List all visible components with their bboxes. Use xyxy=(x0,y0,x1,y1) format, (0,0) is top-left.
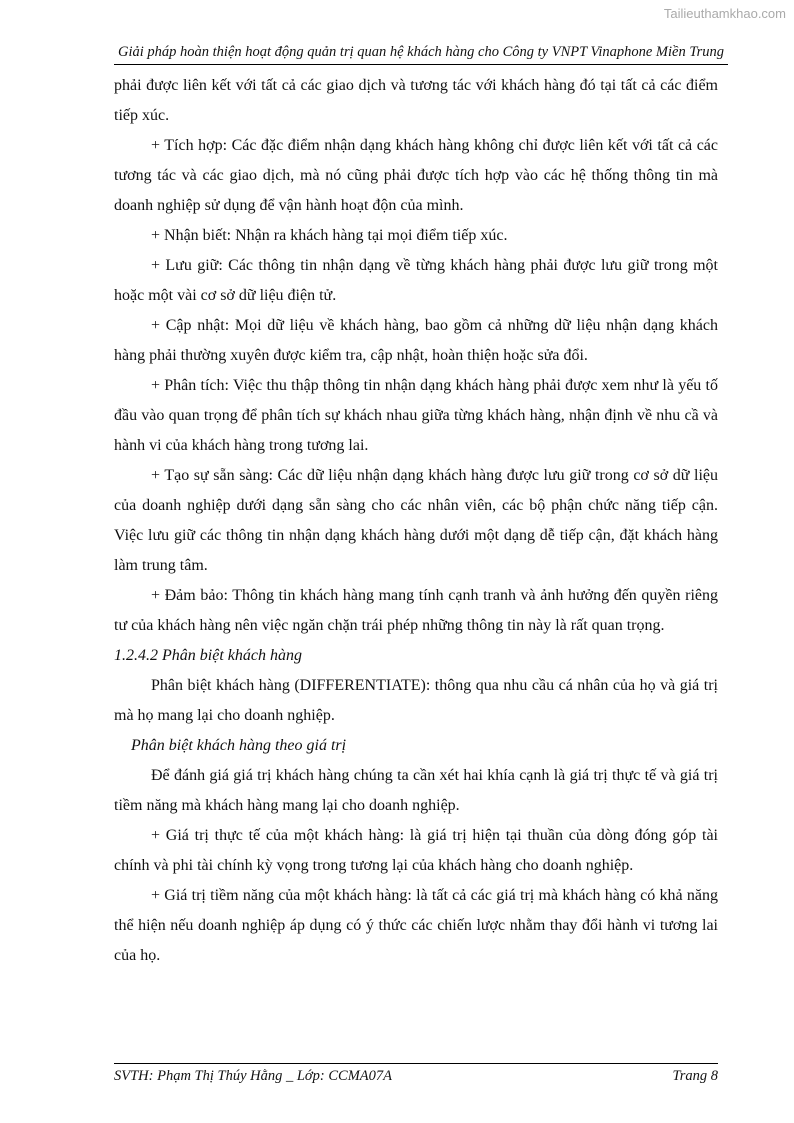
paragraph: + Giá trị thực tế của một khách hàng: là giá trị hiện tại thuần của dòng đóng góp tài chính và phi tài chính kỳ vọng trong tương lại của khách hàng cho doanh nghiệp. xyxy=(114,827,718,874)
page-number: Trang 8 xyxy=(672,1068,718,1084)
paragraph: + Tạo sự sẵn sàng: Các dữ liệu nhận dạng khách hàng được lưu giữ trong cơ sở dữ liệu của doanh nghiệp dưới dạng sẵn sàng cho các nhân viên, các bộ phận chức năng tiếp cận. Việc lưu giữ các thông tin nhận dạng khách hàng dưới một dạng dễ tiếp cận, đặt khách hàng làm trung tâm. xyxy=(114,467,718,574)
paragraph: phải được liên kết với tất cả các giao dịch và tương tác với khách hàng đó tại tất cả các điểm tiếp xúc. xyxy=(114,77,718,124)
paragraph: + Giá trị tiềm năng của một khách hàng: là tất cả các giá trị mà khách hàng có khả năng thể hiện nếu doanh nghiệp áp dụng có ý thức các chiến lược nhằm thay đổi hành vi tương lai của họ. xyxy=(114,887,718,964)
page-footer xyxy=(114,1063,718,1085)
section-heading: 1.2.4.2 Phân biệt khách hàng xyxy=(114,647,302,664)
paragraph: + Phân tích: Việc thu thập thông tin nhận dạng khách hàng phải được xem như là yếu tố đầu vào quan trọng để phân tích sự khách nhau giữa từng khách hàng, nhận định về nhu cầ và hành vi của khách hàng trong tương lai. xyxy=(114,377,718,454)
page-header: Giải pháp hoàn thiện hoạt động quản trị quan hệ khách hàng cho Công ty VNPT Vinaphone Miền Trung xyxy=(114,44,728,65)
paragraph: + Đảm bảo: Thông tin khách hàng mang tính cạnh tranh và ảnh hưởng đến quyền riêng tư của khách hàng nên việc ngăn chặn trái phép những thông tin này là rất quan trọng. xyxy=(114,587,718,634)
subsection-heading: Phân biệt khách hàng theo giá trị xyxy=(131,737,347,754)
paragraph: + Cập nhật: Mọi dữ liệu về khách hàng, bao gồm cả những dữ liệu nhận dạng khách hàng phải thường xuyên được kiểm tra, cập nhật, hoàn thiện hoặc sửa đổi. xyxy=(114,317,718,364)
paragraph: + Tích hợp: Các đặc điểm nhận dạng khách hàng không chỉ được liên kết với tất cả các tương tác và các giao dịch, mà nó cũng phải được tích hợp vào các hệ thống thông tin mà doanh nghiệp sử dụng để vận hành hoạt độn của mình. xyxy=(114,137,718,214)
paragraph: + Nhận biết: Nhận ra khách hàng tại mọi điểm tiếp xúc. xyxy=(151,227,508,244)
paragraph: + Lưu giữ: Các thông tin nhận dạng về từng khách hàng phải được lưu giữ trong một hoặc một vài cơ sở dữ liệu điện tử. xyxy=(114,257,718,304)
paragraph: Để đánh giá giá trị khách hàng chúng ta cần xét hai khía cạnh là giá trị thực tế và giá trị tiềm năng mà khách hàng mang lại cho doanh nghiệp. xyxy=(114,767,718,814)
paragraph: Phân biệt khách hàng (DIFFERENTIATE): thông qua nhu cầu cá nhân của họ và giá trị mà họ mang lại cho doanh nghiệp. xyxy=(114,677,718,724)
document-body xyxy=(114,71,718,971)
footer-author: SVTH: Phạm Thị Thúy Hằng _ Lớp: CCMA07A xyxy=(114,1068,393,1084)
watermark: Tailieuthamkhao.com xyxy=(663,6,786,21)
